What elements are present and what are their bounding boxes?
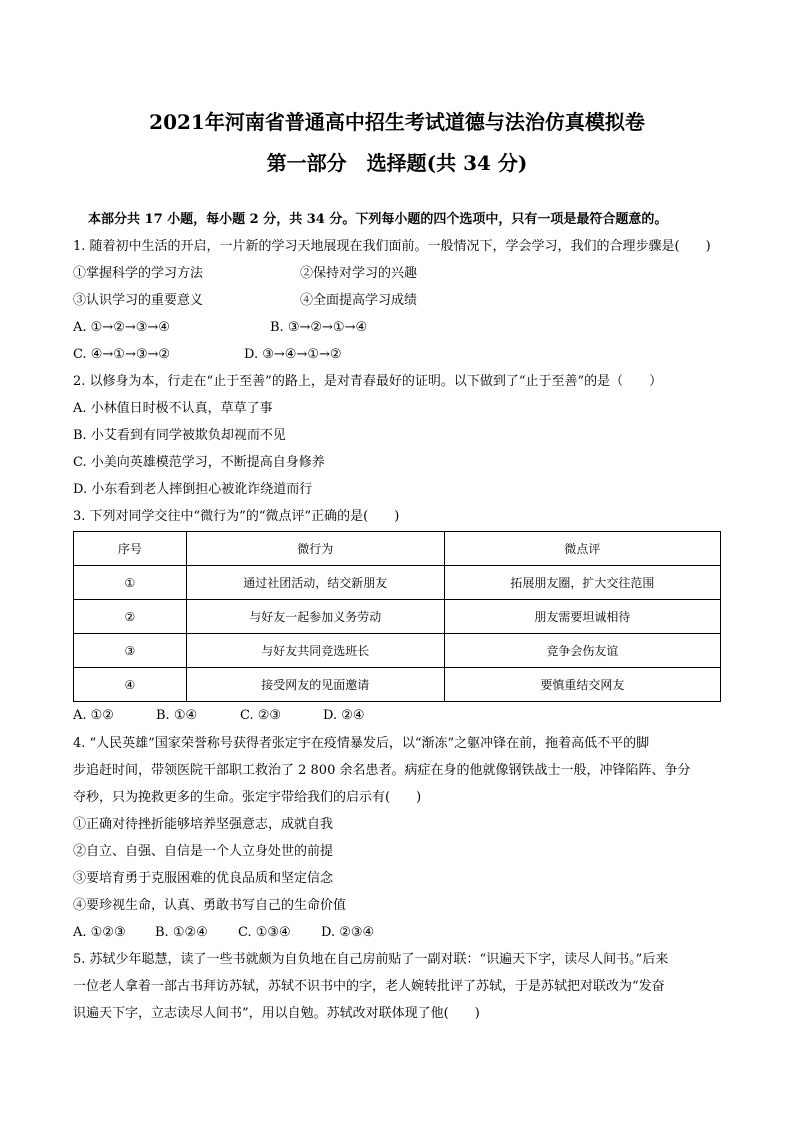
table-cell: 竞争会伤友谊 [444, 634, 720, 668]
q3-table [73, 531, 721, 702]
q1-item-2: ②保持对学习的兴趣 [300, 266, 418, 281]
q1-item-4: ④全面提高学习成绩 [300, 293, 418, 308]
q3-option-c: C. ②③ [240, 708, 282, 723]
q4-option-d: D. ②③④ [321, 925, 375, 940]
q3-option-d: D. ②④ [323, 708, 365, 723]
q2-stem: 2. 以修身为本，行走在“止于至善”的路上，是对青春最好的证明。以下做到了“止于至善”的是（ ） [73, 374, 663, 389]
q3-option-a: A. ①② [73, 708, 114, 723]
table-header: 微点评 [444, 532, 720, 566]
table-cell: ④ [74, 668, 187, 702]
q4-item-1: ①正确对待挫折能够培养坚强意志，成就自我 [73, 817, 334, 832]
table-cell: 朋友需要坦诚相待 [444, 600, 720, 634]
table-cell: ② [74, 600, 187, 634]
q2-option-b: B. 小艾看到有同学被欺负却视而不见 [73, 428, 286, 443]
q5-stem-line-3: 识遍天下字，立志读尽人间书”，用以自勉。苏轼改对联体现了他( ) [73, 1006, 480, 1021]
q3-option-b: B. ①④ [156, 708, 198, 723]
table-cell: 接受网友的见面邀请 [186, 668, 444, 702]
q2-option-a: A. 小林值日时极不认真，草草了事 [73, 401, 273, 416]
q4-option-a: A. ①②③ [73, 925, 126, 940]
q4-item-3: ③要培育勇于克服困难的优良品质和坚定信念 [73, 871, 334, 886]
q2-option-c: C. 小美向英雄模范学习，不断提高自身修养 [73, 455, 325, 470]
table-cell: ③ [74, 634, 187, 668]
instructions: 本部分共 17 小题，每小题 2 分，共 34 分。下列每小题的四个选项中，只有一项是最符合题意的。 [88, 212, 668, 227]
table-cell: ① [74, 566, 187, 600]
table-cell: 拓展朋友圈，扩大交往范围 [444, 566, 720, 600]
table-cell: 要慎重结交网友 [444, 668, 720, 702]
section-title: 第一部分 选择题(共 34 分) [266, 151, 528, 175]
q4-item-4: ④要珍视生命，认真、勇敢书写自己的生命价值 [73, 898, 347, 913]
q4-stem-line-1: 4. “人民英雄”国家荣誉称号获得者张定宇在疫情暴发后，以“渐冻”之躯冲锋在前，拖着高低不平的脚 [73, 736, 650, 751]
q4-option-b: B. ①②④ [155, 925, 208, 940]
table-cell: 通过社团活动，结交新朋友 [186, 566, 444, 600]
table-row [74, 600, 721, 634]
table-header: 序号 [74, 532, 187, 566]
table-header-row [74, 532, 721, 566]
q5-stem-line-2: 一位老人拿着一部古书拜访苏轼，苏轼不识书中的字，老人婉转批评了苏轼，于是苏轼把对联改为“发奋 [73, 979, 665, 994]
q1-item-3: ③认识学习的重要意义 [73, 293, 204, 308]
q1-option-d: D. ③→④→①→② [244, 347, 342, 362]
q4-item-2: ②自立、自强、自信是一个人立身处世的前提 [73, 844, 334, 859]
q1-item-1: ①掌握科学的学习方法 [73, 266, 204, 281]
table-cell: 与好友共同竞选班长 [186, 634, 444, 668]
q1-stem: 1. 随着初中生活的开启，一片新的学习天地展现在我们面前。一般情况下，学会学习，我们的合理步骤是( ) [73, 239, 711, 254]
q5-stem-line-1: 5. 苏轼少年聪慧，读了一些书就颇为自负地在自己房前贴了一副对联：“识遍天下字，读尽人间书。”后来 [73, 952, 669, 967]
q1-option-c: C. ④→①→③→② [73, 347, 171, 362]
q4-stem-line-3: 夺秒，只为挽救更多的生命。张定宇带给我们的启示有( ) [73, 790, 422, 805]
table-row [74, 634, 721, 668]
q1-option-b: B. ③→②→①→④ [270, 320, 368, 335]
q4-option-c: C. ①③④ [238, 925, 291, 940]
table-row [74, 668, 721, 702]
table-header: 微行为 [186, 532, 444, 566]
exam-title: 2021年河南省普通高中招生考试道德与法治仿真模拟卷 [149, 110, 645, 134]
q2-option-d: D. 小东看到老人摔倒担心被讹诈绕道而行 [73, 482, 313, 497]
q1-option-a: A. ①→②→③→④ [73, 320, 170, 335]
table-row [74, 566, 721, 600]
table-cell: 与好友一起参加义务劳动 [186, 600, 444, 634]
q4-stem-line-2: 步追赶时间，带领医院干部职工救治了 2 800 余名患者。病症在身的他就像钢铁战士一般，冲锋陷阵、争分 [73, 763, 691, 778]
q3-stem: 3. 下列对同学交往中“微行为”的“微点评”正确的是( ) [73, 509, 400, 524]
